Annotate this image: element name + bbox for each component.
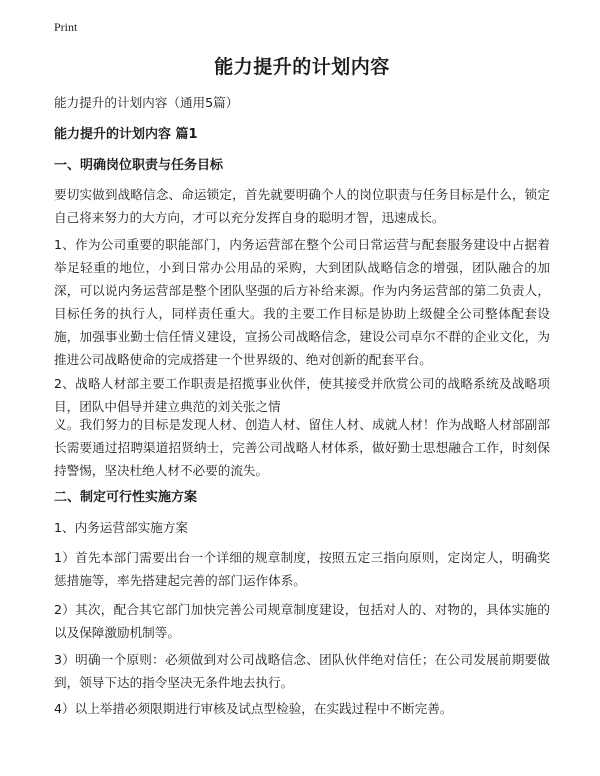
paragraph-5: 1、内务运营部实施方案	[54, 520, 188, 535]
section1-heading: 一、明确岗位职责与任务目标	[54, 158, 224, 173]
paragraph-1: 要切实做到战略信念、命运锁定，首先就要明确个人的岗位职责与任务目标是什么，锁定自己将来努力的大方向，才可以充分发挥自身的聪明才智，迅速成长。	[54, 187, 550, 225]
document-title: 能力提升的计划内容	[214, 56, 390, 78]
paragraph-7: 2）其次，配合其它部门加快完善公司规章制度建设，包括对人的、对物的，具体实施的以及保障激励机制等。	[54, 602, 550, 640]
document-subtitle: 能力提升的计划内容（通用5篇）	[54, 95, 239, 110]
article-heading: 能力提升的计划内容 篇1	[54, 127, 198, 142]
section2-heading: 二、制定可行性实施方案	[54, 490, 198, 505]
paragraph-8: 3）明确一个原则：必须做到对公司战略信念、团队伙伴绝对信任；在公司发展前期要做到，领导下达的指令坚决无条件地去执行。	[54, 652, 550, 690]
paragraph-2: 1、作为公司重要的职能部门，内务运营部在整个公司日常运营与配套服务建设中占据着举足轻重的地位，小到日常办公用品的采购，大到团队战略信念的增强，团队融合的加深，可以说内务运营部是整个团队坚强的后方补给来源。作为内务运营部的第二负责人，目标任务的执行人，同样责任重大。我的主要工作目标是协助上级健全公司整体配套设施，加强事业勤士信任情义建设，宣扬公司战略信念，建设公司卓尔不群的企业文化，为推进公司战略使命的完成搭建一个世界级的、绝对创新的配套平台。	[54, 237, 550, 367]
paragraph-3: 2、战略人材部主要工作职责是招揽事业伙伴，使其接受并欣赏公司的战略系统及战略项目，团队中倡导并建立典范的刘关张之情	[54, 376, 550, 414]
print-label[interactable]: Print	[54, 20, 78, 34]
paragraph-9: 4）以上举措必须限期进行审核及试点型检验，在实践过程中不断完善。	[54, 701, 453, 716]
paragraph-4: 义。我们努力的目标是发现人材、创造人材、留住人材、成就人材！作为战略人材部副部长需要通过招聘渠道招贤纳士，完善公司战略人材体系，做好勤士思想融合工作，时刻保持警惕，坚决杜绝人材不必要的流失。	[54, 417, 550, 478]
paragraph-6: 1）首先本部门需要出台一个详细的规章制度，按照五定三指向原则，定岗定人，明确奖惩措施等，率先搭建起完善的部门运作体系。	[54, 550, 550, 588]
